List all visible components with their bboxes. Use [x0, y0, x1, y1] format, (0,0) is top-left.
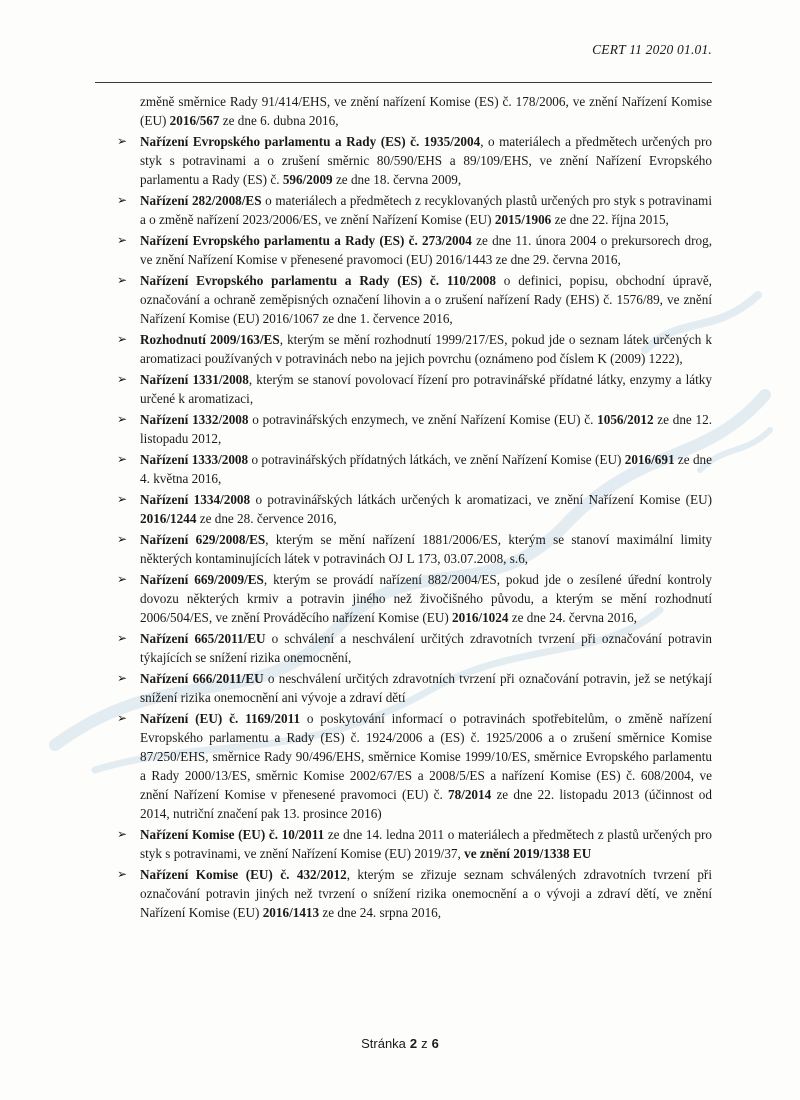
- text-segment: ve znění 2019/1338 EU: [464, 846, 592, 861]
- text-segment: Nařízení 1333/2008: [140, 452, 249, 467]
- footer-page-indicator: [0, 1036, 800, 1051]
- list-item: [117, 490, 712, 528]
- text-segment: ze dne 14. ledna 2011 o materiálech a předmětech z plastů určených pro styk s potravinami, ve znění Nařízení Komise (EU) 2019/37,: [140, 827, 712, 861]
- text-segment: Nařízení 666/2011/EU: [140, 671, 264, 686]
- text-segment: ze dne 24. června 2016,: [508, 610, 637, 625]
- bullet-arrow-icon: ➢: [117, 711, 128, 725]
- text-segment: 2016/1413: [262, 905, 320, 920]
- bullet-arrow-icon: ➢: [117, 372, 128, 386]
- text-segment: 596/2009: [282, 172, 333, 187]
- text-segment: o definici, popisu, obchodní úpravě, označování a ochraně zeměpisných označení lihovin a o zrušení nařízení Rady (EHS) č. 1576/89, ve znění Nařízení Komise (EU) 2016/1067 ze dne 1. července 2016,: [140, 273, 712, 326]
- text-segment: , kterým se mění rozhodnutí 1999/217/ES, pokud jde o seznam látek určených k aromatizaci používaných v potravinách nebo na jejich povrchu (oznámeno pod číslem K (2009) 1222),: [140, 332, 713, 366]
- bullet-arrow-icon: ➢: [117, 671, 128, 685]
- list-item: [117, 132, 712, 189]
- list-item: [117, 410, 712, 448]
- text-segment: o potravinářských přídatných látkách, ve znění Nařízení Komise (EU): [248, 452, 625, 467]
- text-segment: ze dne 28. července 2016,: [196, 511, 337, 526]
- list-item: [117, 370, 712, 408]
- footer-page-number: 2: [409, 1036, 418, 1051]
- text-segment: změně směrnice Rady 91/414/EHS, ve znění nařízení Komise (ES) č. 178/2006, ve znění Nařízení Komise (EU): [140, 94, 712, 128]
- text-segment: , kterým se provádí nařízení 882/2004/ES, pokud jde o zesílené úřední kontroly dovozu některých krmiv a potravin jiného než živočišného původu, a kterým se mění rozhodnutí 2006/504/ES, ve znění Prováděcího nařízení Komise (EU): [140, 572, 712, 625]
- text-segment: ze dne 22. října 2015,: [551, 212, 669, 227]
- list-item: [117, 865, 712, 922]
- header-reference: CERT 11 2020 01.01.: [592, 42, 712, 57]
- text-segment: Nařízení 1334/2008: [140, 492, 251, 507]
- text-segment: Nařízení 1331/2008: [140, 372, 249, 387]
- text-segment: , kterým se mění nařízení 1881/2006/ES, kterým se stanoví maximální limity některých kontaminujících látek v potravinách OJ L 173, 03.07.2008, s.6,: [140, 532, 712, 566]
- text-segment: Nařízení 1332/2008: [140, 412, 249, 427]
- list-item: [117, 271, 712, 328]
- list-item: [117, 231, 712, 269]
- bullet-arrow-icon: ➢: [117, 452, 128, 466]
- text-segment: o potravinářských enzymech, ve znění Nařízení Komise (EU) č.: [248, 412, 598, 427]
- bullet-arrow-icon: ➢: [117, 631, 128, 645]
- text-segment: o neschválení určitých zdravotních tvrzení při označování potravin, jež se netýkají snížení rizika onemocnění ani vývoje a zdraví dětí: [140, 671, 712, 705]
- text-segment: 2016/1244: [140, 511, 197, 526]
- footer-prefix: Stránka: [361, 1036, 406, 1051]
- bullet-arrow-icon: ➢: [117, 827, 128, 841]
- bullet-arrow-icon: ➢: [117, 867, 128, 881]
- bullet-arrow-icon: ➢: [117, 572, 128, 586]
- text-segment: Nařízení 282/2008/ES: [140, 193, 262, 208]
- text-segment: ze dne 4. května 2016,: [140, 452, 712, 486]
- list-item: [117, 825, 712, 863]
- text-segment: ze dne 22. listopadu 2013 (účinnost od 2014, nutriční značení pak 13. prosince 2016): [140, 787, 712, 821]
- text-segment: Nařízení 669/2009/ES: [140, 572, 264, 587]
- bullet-arrow-icon: ➢: [117, 492, 128, 506]
- text-segment: Nařízení 665/2011/EU: [140, 631, 266, 646]
- text-segment: Nařízení Evropského parlamentu a Rady (ES) č. 110/2008: [140, 273, 496, 288]
- regulation-list: [117, 132, 712, 922]
- document-body: [117, 92, 712, 924]
- bullet-arrow-icon: ➢: [117, 273, 128, 287]
- text-segment: , kterým se zřizuje seznam schválených zdravotních tvrzení při označování potravin jiných než tvrzení o snížení rizika onemocnění a o vývoji a zdraví dětí, ve znění Nařízení Komise (EU): [140, 867, 712, 920]
- list-item: [117, 629, 712, 667]
- header-divider: [95, 82, 712, 83]
- list-item: [117, 530, 712, 568]
- text-segment: o poskytování informací o potravinách spotřebitelům, o změně nařízení Evropského parlamentu a Rady (ES) č. 1924/2006 a (ES) č. 1925/2006 a o zrušení směrnice Komise 87/250/EHS, směrnice Rady 90/496/EHS, směrnice Komise 1999/10/ES, směrnice Evropského parlamentu a Rady 2000/13/ES, směrnic Komise 2002/67/ES a 2008/5/ES a nařízení Komise (ES) č. 608/2004, ve znění Nařízení Komise v přenesené pravomoci (EU) č.: [140, 711, 712, 802]
- text-segment: Nařízení Evropského parlamentu a Rady (ES) č. 1935/2004: [140, 134, 481, 149]
- list-item: [117, 191, 712, 229]
- text-segment: 2016/691: [624, 452, 675, 467]
- text-segment: Nařízení 629/2008/ES: [140, 532, 266, 547]
- text-segment: 1056/2012: [597, 412, 654, 427]
- text-segment: o potravinářských látkách určených k aromatizaci, ve znění Nařízení Komise (EU): [250, 492, 712, 507]
- text-segment: 2015/1906: [494, 212, 552, 227]
- text-segment: , o materiálech a předmětech určených pro styk s potravinami a o zrušení směrnic 80/590/EHS a 89/109/EHS, ve znění Nařízení Evropského parlamentu a Rady (ES) č.: [140, 134, 712, 187]
- text-segment: 2016/567: [169, 113, 220, 128]
- bullet-arrow-icon: ➢: [117, 332, 128, 346]
- bullet-arrow-icon: ➢: [117, 134, 128, 148]
- text-segment: 78/2014: [447, 787, 492, 802]
- intro-paragraph: [117, 92, 712, 130]
- text-segment: Nařízení (EU) č. 1169/2011: [140, 711, 301, 726]
- footer-total-pages: 6: [431, 1036, 439, 1051]
- text-segment: ze dne 11. února 2004 o prekursorech drog, ve znění Nařízení Komise v přenesené pravomoci (EU) 2016/1443 ze dne 29. června 2016,: [140, 233, 713, 267]
- list-item: [117, 450, 712, 488]
- list-item: [117, 570, 712, 627]
- bullet-arrow-icon: ➢: [117, 532, 128, 546]
- bullet-arrow-icon: ➢: [117, 233, 128, 247]
- bullet-arrow-icon: ➢: [117, 412, 128, 426]
- text-segment: o schválení a neschválení určitých zdravotních tvrzení při označování potravin týkajících se snížení rizika onemocnění,: [140, 631, 712, 665]
- text-segment: Nařízení Komise (EU) č. 10/2011: [140, 827, 325, 842]
- list-item: [117, 709, 712, 823]
- text-segment: o materiálech a předmětech z recyklovaných plastů určených pro styk s potravinami a o změně nařízení 2023/2006/ES, ve znění Nařízení Komise (EU): [140, 193, 712, 227]
- text-segment: 2016/1024: [452, 610, 509, 625]
- text-segment: Nařízení Komise (EU) č. 432/2012: [140, 867, 347, 882]
- list-item: [117, 669, 712, 707]
- text-segment: ze dne 18. června 2009,: [332, 172, 462, 187]
- list-item: [117, 330, 712, 368]
- text-segment: Nařízení Evropského parlamentu a Rady (ES) č. 273/2004: [140, 233, 472, 248]
- text-segment: ze dne 12. listopadu 2012,: [140, 412, 712, 446]
- text-segment: ze dne 6. dubna 2016,: [219, 113, 339, 128]
- text-segment: ze dne 24. srpna 2016,: [319, 905, 442, 920]
- footer-of-label: z: [421, 1036, 428, 1051]
- text-segment: Rozhodnutí 2009/163/ES: [140, 332, 280, 347]
- bullet-arrow-icon: ➢: [117, 193, 128, 207]
- text-segment: , kterým se stanoví povolovací řízení pro potravinářské přídatné látky, enzymy a látky určené k aromatizaci,: [140, 372, 712, 406]
